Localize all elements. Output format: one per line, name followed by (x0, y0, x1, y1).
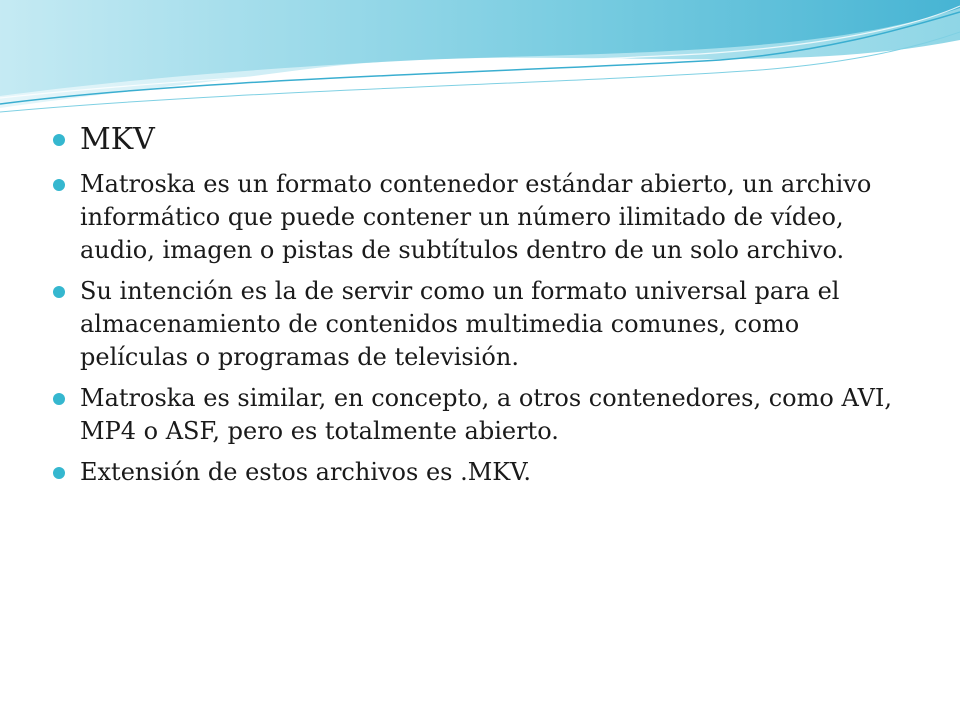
bullet-list (50, 118, 910, 489)
bullet-dot-icon (53, 467, 65, 479)
bullet-item (50, 275, 910, 374)
bullet-dot-icon (53, 393, 65, 405)
bullet-item (50, 168, 910, 267)
bullet-dot-icon (53, 134, 65, 146)
bullet-text: Extensión de estos archivos es .MKV. (80, 458, 531, 486)
bullet-text: Matroska es similar, en concepto, a otros contenedores, como AVI, MP4 o ASF, pero es totalmente abierto. (80, 384, 893, 445)
bullet-item (50, 382, 910, 448)
bullet-text: Su intención es la de servir como un formato universal para el almacenamiento de contenidos multimedia comunes, como películas o programas de televisión. (80, 277, 840, 371)
bullet-text: MKV (80, 122, 155, 157)
bullet-item (50, 456, 910, 489)
slide-content (50, 118, 910, 497)
header-wave-decoration (0, 0, 960, 120)
bullet-dot-icon (53, 286, 65, 298)
bullet-item-title (50, 118, 910, 162)
bullet-dot-icon (53, 179, 65, 191)
bullet-text: Matroska es un formato contenedor estándar abierto, un archivo informático que puede contener un número ilimitado de vídeo, audio, imagen o pistas de subtítulos dentro de un solo archivo. (80, 170, 872, 264)
